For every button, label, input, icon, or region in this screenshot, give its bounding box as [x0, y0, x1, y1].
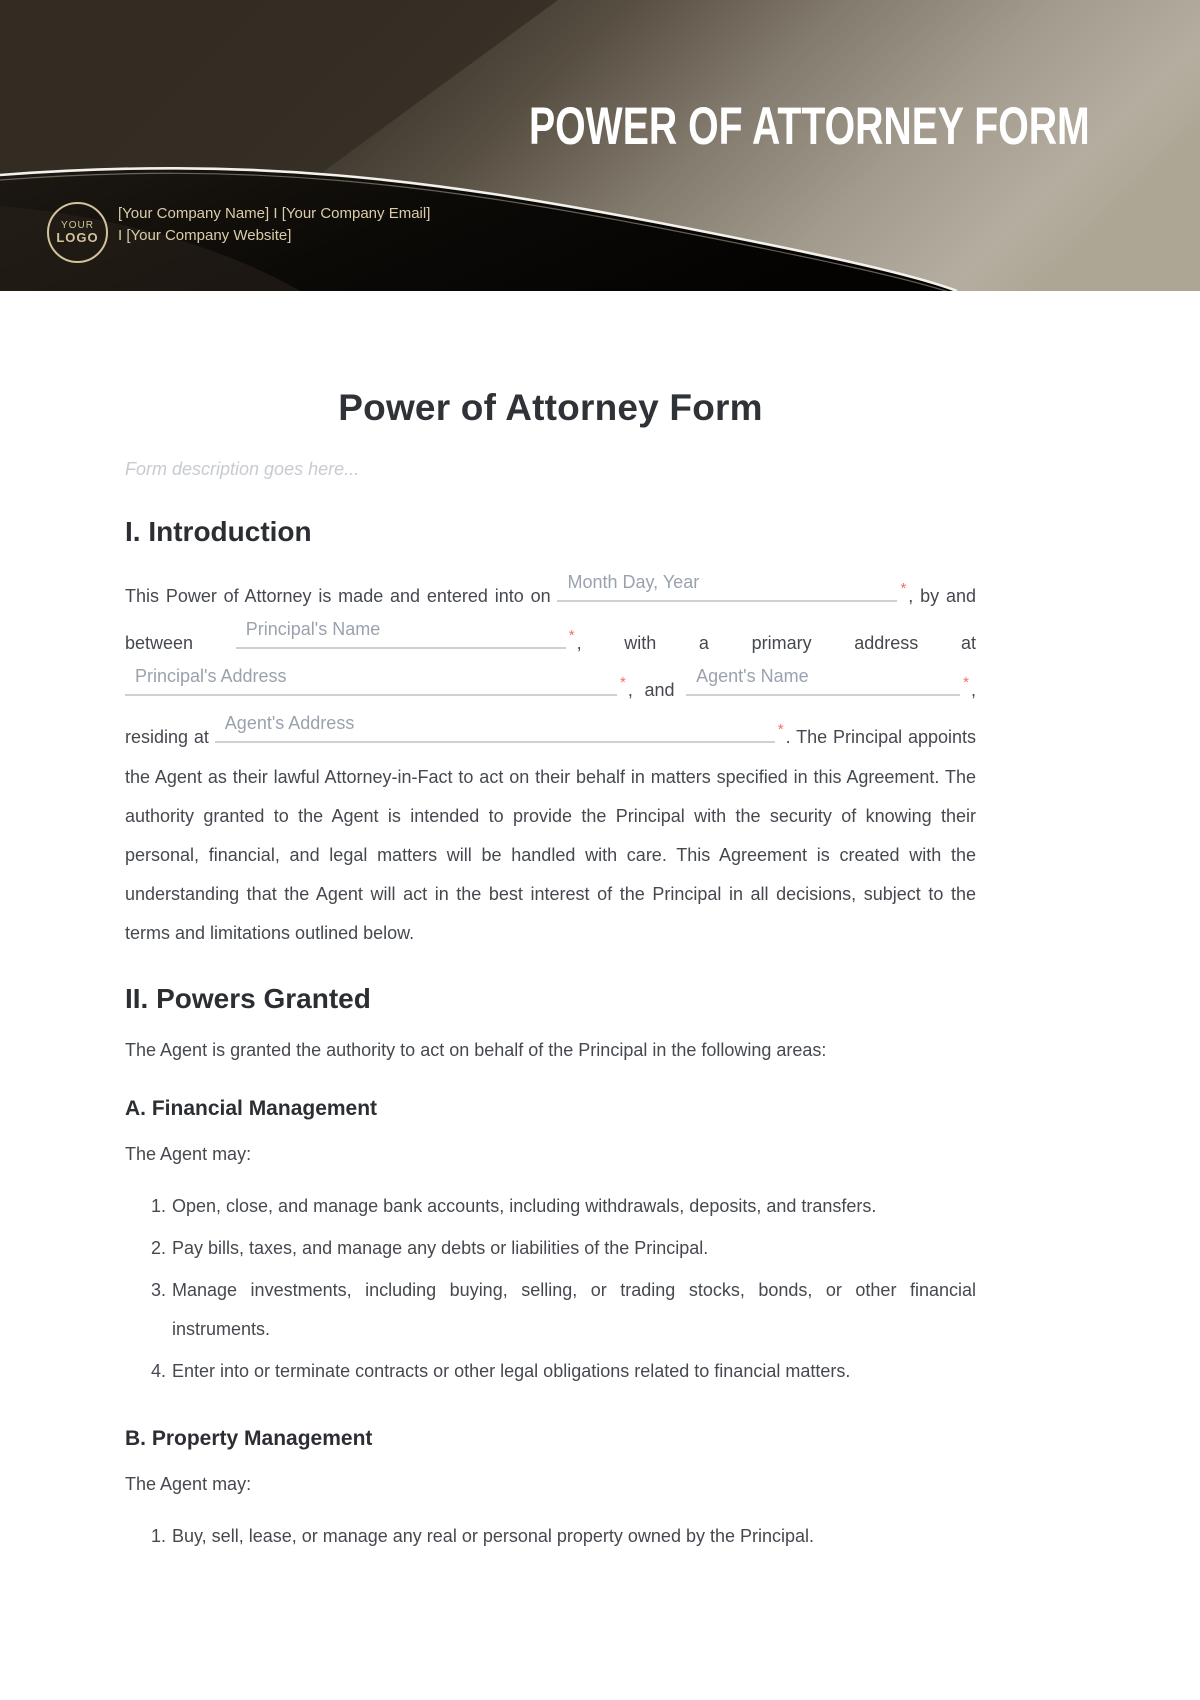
powers-intro-text: The Agent is granted the authority to act on behalf of the Principal in the following areas:: [125, 1040, 827, 1060]
form-description-placeholder[interactable]: Form description goes here...: [125, 459, 360, 479]
financial-lead-text: The Agent may:: [125, 1144, 252, 1164]
document-body: [125, 387, 976, 1556]
principal-address-field[interactable]: Principal's Address: [125, 664, 617, 696]
header-banner: [0, 0, 1200, 291]
form-title: Power of Attorney Form: [338, 387, 763, 428]
property-powers-list: [125, 1517, 976, 1556]
subsection-financial-management: A. Financial Management: [125, 1097, 378, 1120]
intro-lead-text: This Power of Attorney is made and entered into on: [125, 586, 551, 606]
principal-name-field[interactable]: Principal's Name: [236, 617, 566, 649]
intro-closing-text: . The Principal appoints the Agent as their lawful Attorney-in-Fact to act on their behalf in matters specified in this Agreement. The authority granted to the Agent is intended to provide the Principal with the security of knowing their personal, financial, and legal matters will be handled with care. This Agreement is created with the understanding that the Agent will act in the best interest of the Principal in all decisions, subject to the terms and limitations outlined below.: [125, 727, 976, 943]
list-item: Pay bills, taxes, and manage any debts or liabilities of the Principal.: [172, 1238, 709, 1258]
section-heading-introduction: I. Introduction: [125, 516, 312, 547]
financial-powers-list: [125, 1187, 976, 1391]
required-asterisk: *: [900, 580, 907, 597]
company-info-line1: [Your Company Name] I [Your Company Email]: [118, 205, 431, 222]
intro-seg-by-and-between: , by and between: [125, 586, 976, 653]
date-field[interactable]: Month Day, Year: [557, 570, 897, 602]
agent-name-field[interactable]: Agent's Name: [686, 664, 960, 696]
logo-text-your: YOUR: [61, 220, 94, 231]
agent-address-field[interactable]: Agent's Address: [215, 711, 775, 743]
introduction-paragraph: [125, 570, 976, 953]
banner-title: POWER OF ATTORNEY FORM: [529, 97, 1090, 156]
company-info-line2: I [Your Company Website]: [118, 227, 292, 244]
required-asterisk: *: [620, 674, 626, 691]
required-asterisk: *: [568, 627, 575, 644]
list-item: Buy, sell, lease, or manage any real or personal property owned by the Principal.: [172, 1526, 815, 1546]
section-heading-powers-granted: II. Powers Granted: [125, 983, 371, 1014]
required-asterisk: *: [963, 674, 969, 691]
required-asterisk: *: [777, 721, 784, 738]
logo-text-logo: LOGO: [56, 230, 99, 245]
subsection-property-management: B. Property Management: [125, 1427, 373, 1450]
list-item: Manage investments, including buying, selling, or trading stocks, bonds, or other financial instruments.: [172, 1280, 976, 1339]
intro-seg-and: , and: [627, 680, 675, 700]
property-lead-text: The Agent may:: [125, 1474, 252, 1494]
company-logo: [47, 202, 108, 263]
list-item: Open, close, and manage bank accounts, including withdrawals, deposits, and transfers.: [172, 1196, 877, 1216]
intro-seg-primary-address: , with a primary address at: [576, 633, 976, 653]
list-item: Enter into or terminate contracts or other legal obligations related to financial matters.: [172, 1361, 851, 1381]
company-info: [118, 203, 430, 247]
intro-seg-residing-at: , residing at: [125, 680, 976, 747]
